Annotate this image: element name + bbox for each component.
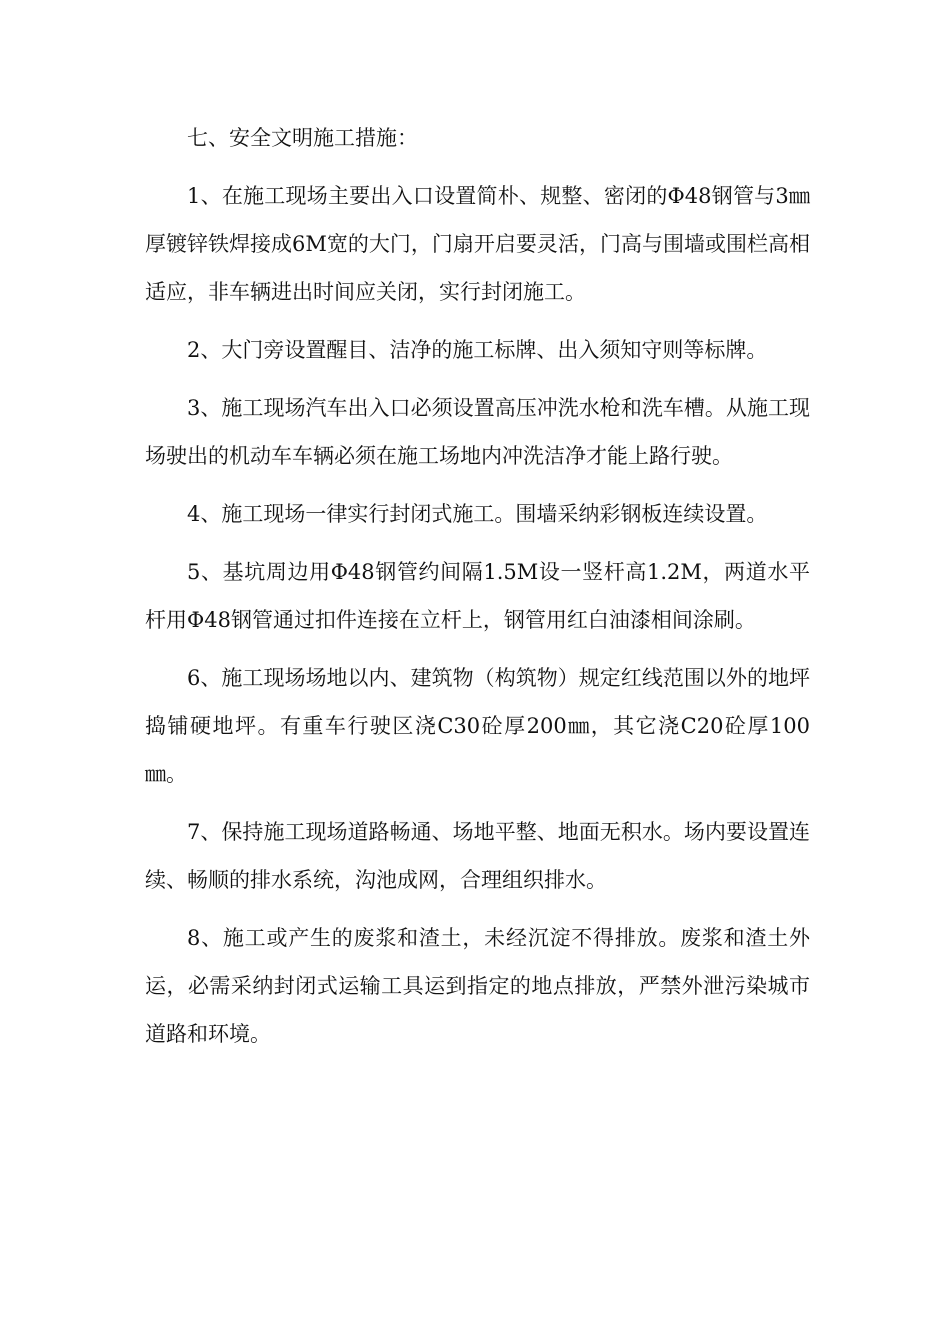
paragraph-5: 5、基坑周边用Φ48钢管约间隔1.5M设一竖杆高1.2M，两道水平杆用Φ48钢管通过扣件连接在立杆上，钢管用红白油漆相间涂刷。 [145,560,810,632]
paragraph-4: 4、施工现场一律实行封闭式施工。围墙采纳彩钢板连续设置。 [187,502,768,526]
paragraph-7: 7、保持施工现场道路畅通、场地平整、地面无积水。场内要设置连续、畅顺的排水系统，沟池成网，合理组织排水。 [145,820,810,892]
document-body [145,114,810,1068]
paragraph-6: 6、施工现场场地以内、建筑物（构筑物）规定红线范围以外的地坪捣铺硬地坪。有重车行驶区浇C30砼厚200㎜，其它浇C20砼厚100㎜。 [145,666,810,786]
section-heading: 七、安全文明施工措施： [187,126,418,150]
paragraph-8: 8、施工或产生的废浆和渣土，未经沉淀不得排放。废浆和渣土外运，必需采纳封闭式运输工具运到指定的地点排放，严禁外泄污染城市道路和环境。 [145,926,810,1046]
paragraph-1: 1、在施工现场主要出入口设置简朴、规整、密闭的Φ48钢管与3㎜厚镀锌铁焊接成6M宽的大门，门扇开启要灵活，门高与围墙或围栏高相适应，非车辆进出时间应关闭，实行封闭施工。 [145,184,810,304]
paragraph-2: 2、大门旁设置醒目、洁净的施工标牌、出入须知守则等标牌。 [187,338,768,362]
paragraph-3: 3、施工现场汽车出入口必须设置高压冲洗水枪和洗车槽。从施工现场驶出的机动车车辆必须在施工场地内冲洗洁净才能上路行驶。 [145,396,810,468]
